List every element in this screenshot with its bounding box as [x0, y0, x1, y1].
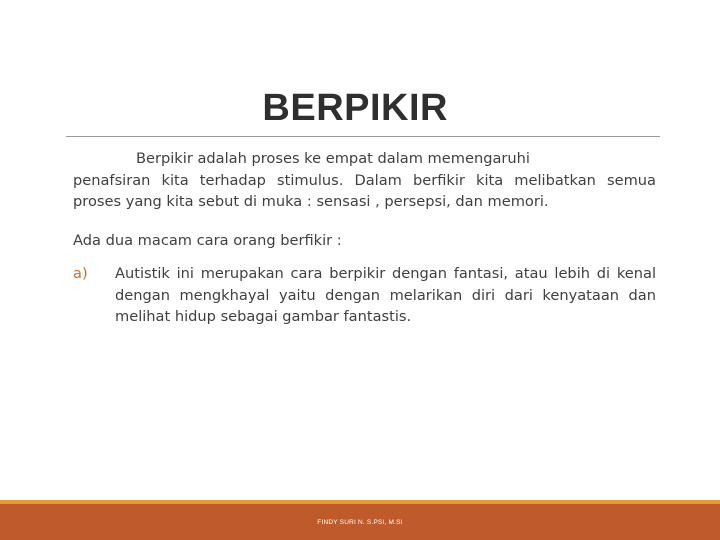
- types-intro: Ada dua macam cara orang berfikir :: [73, 232, 342, 249]
- intro-paragraph: [73, 148, 656, 213]
- slide-title: BERPIKIR: [262, 87, 448, 129]
- title-divider: [66, 136, 660, 137]
- list-item-text: Autistik ini merupakan cara berpikir dengan fantasi, atau lebih di kenal dengan mengkhayal yaitu dengan melarikan diri dari kenyataan dan melihat hidup sebagai gambar fantastis.: [115, 265, 656, 325]
- list-item: [73, 263, 656, 328]
- intro-first-line: Berpikir adalah proses ke empat dalam memengaruhi: [136, 150, 530, 167]
- intro-rest: penafsiran kita terhadap stimulus. Dalam berfikir kita melibatkan semua proses yang kita sebut di muka : sensasi , persepsi, dan memori.: [73, 171, 656, 210]
- list-marker: a): [73, 265, 88, 282]
- footer-author: FINDY SURI N. S.PSI, M.SI: [317, 519, 403, 526]
